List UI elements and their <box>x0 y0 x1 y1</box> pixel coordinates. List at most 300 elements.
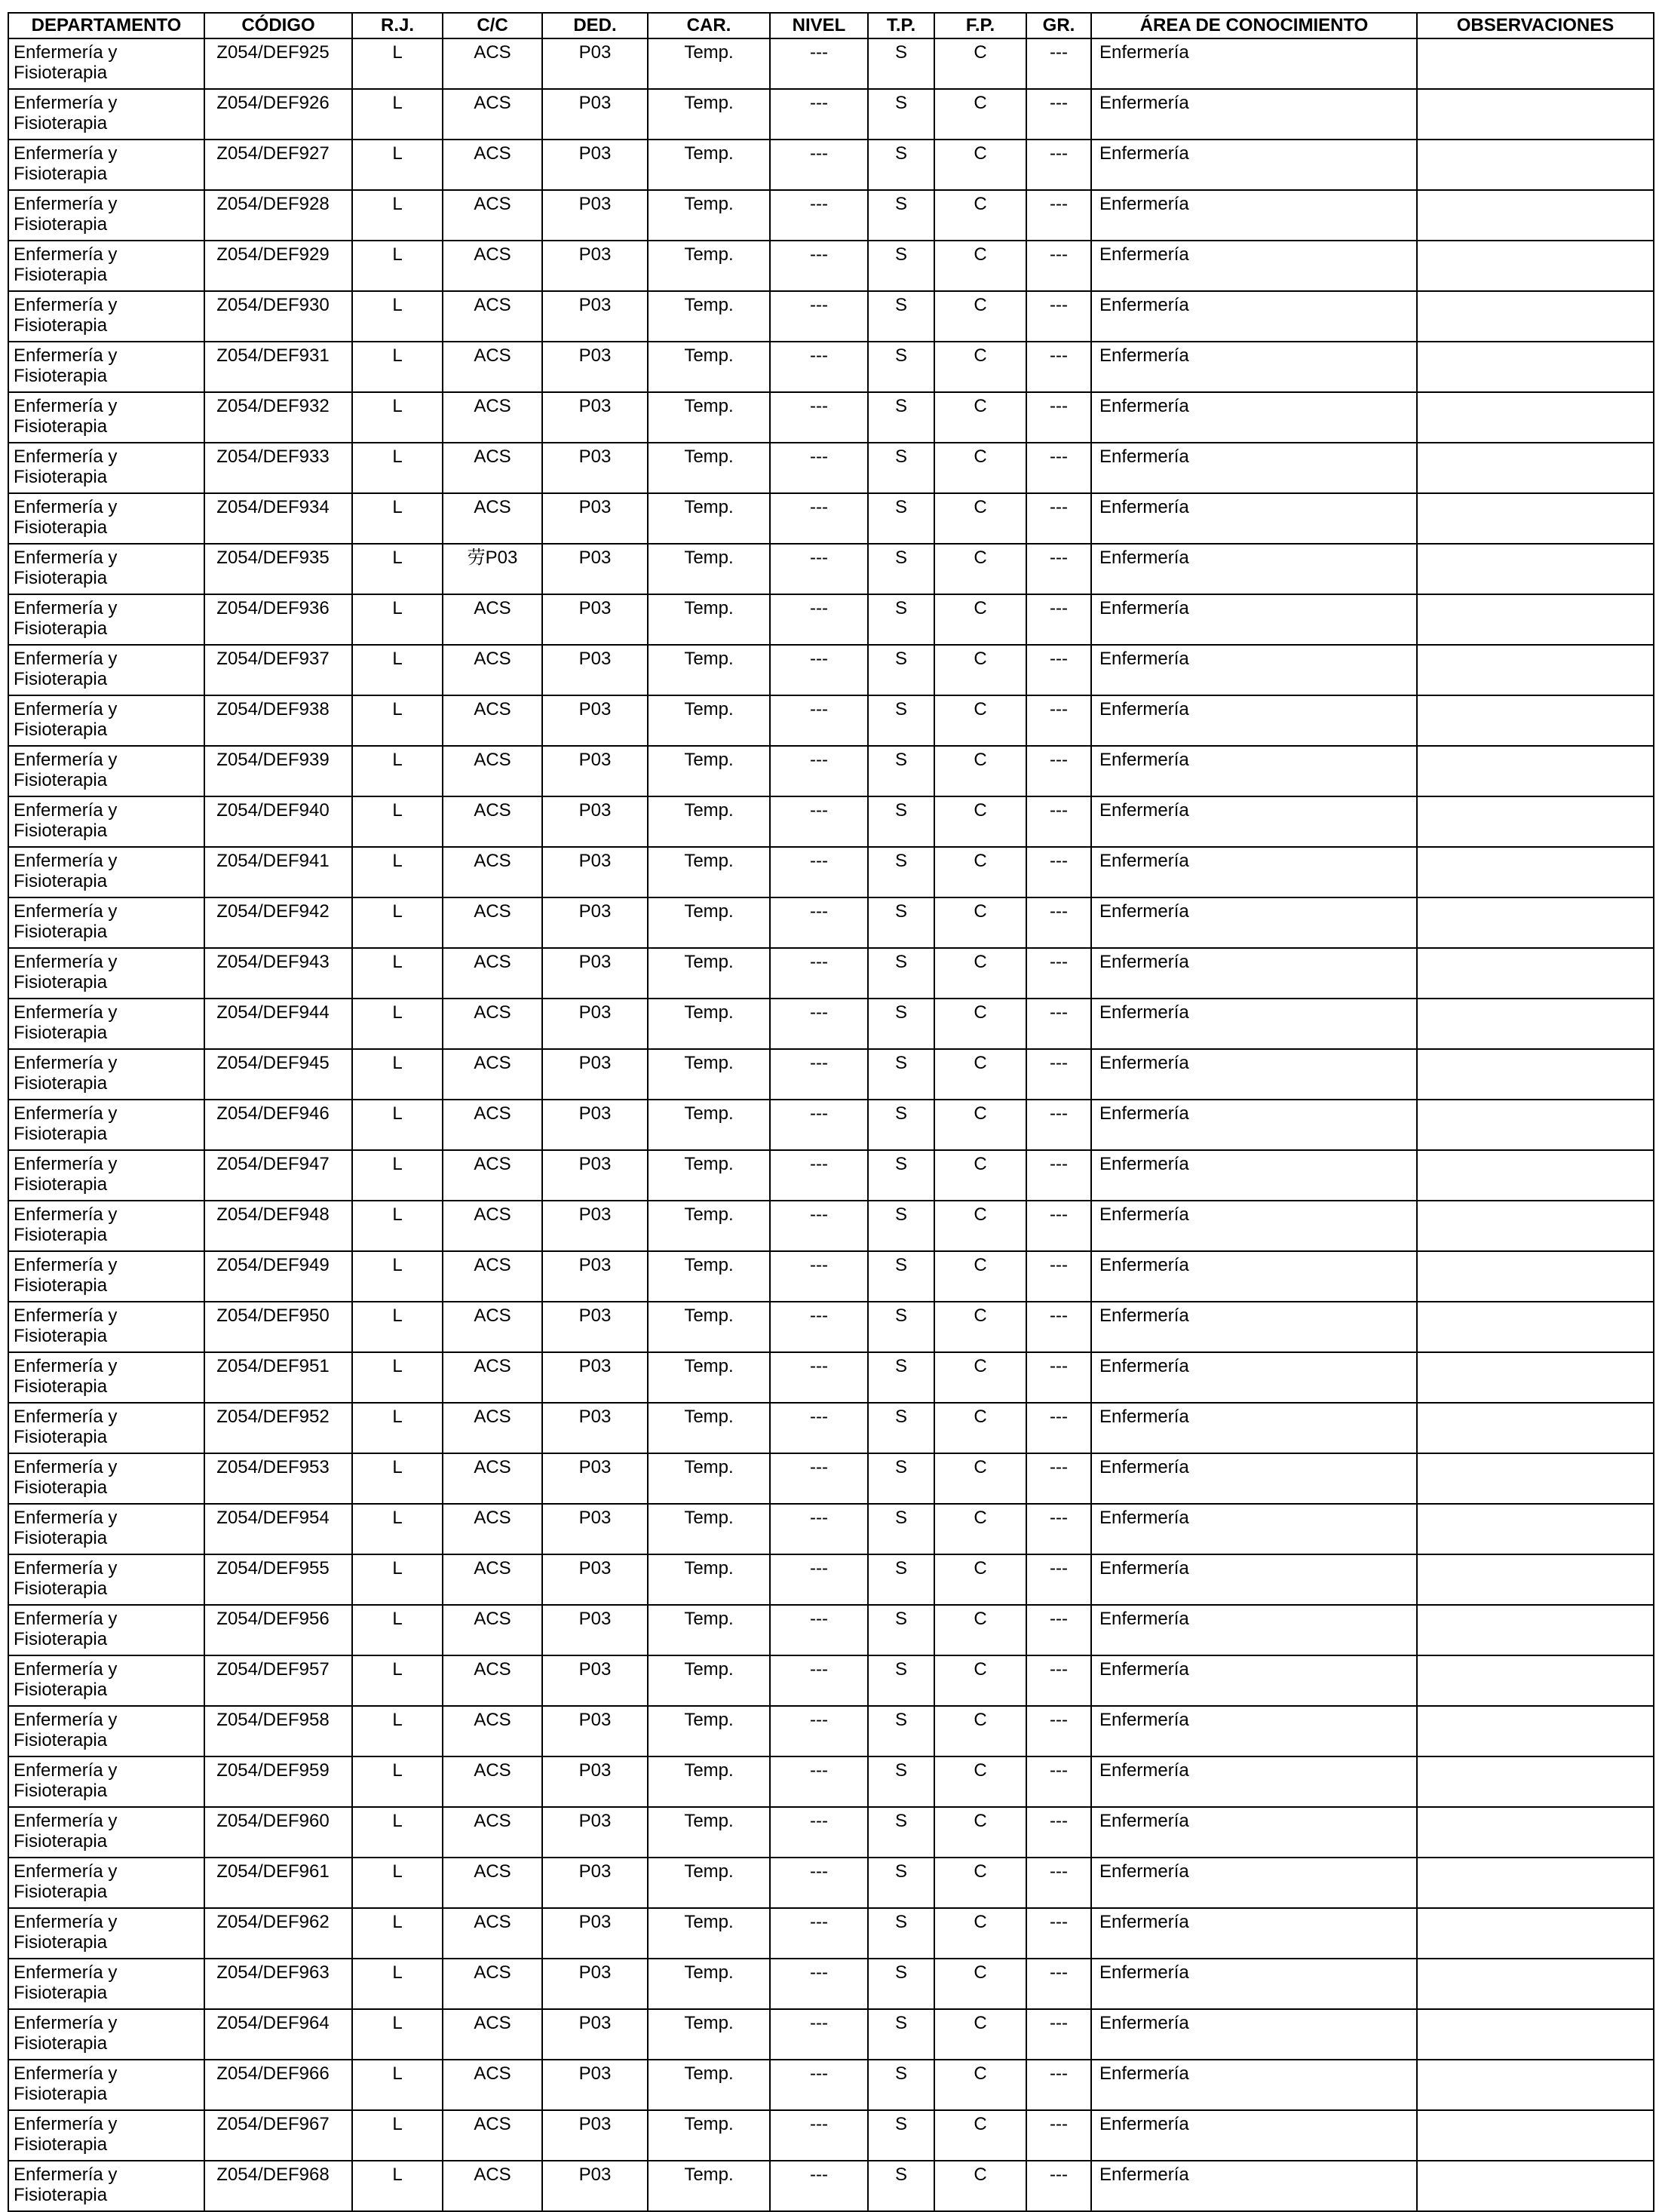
cell-cc: ACS <box>443 392 542 443</box>
departamento-line-1: Enfermería y <box>14 1861 118 1882</box>
cell-codigo: Z054/DEF944 <box>204 999 352 1049</box>
cell-nivel: --- <box>770 2060 868 2110</box>
cell-area: Enfermería <box>1091 897 1417 948</box>
cell-rj: L <box>352 241 443 291</box>
cell-area: Enfermería <box>1091 2110 1417 2161</box>
departamento-line-2: Fisioterapia <box>14 922 108 942</box>
cell-cc: ACS <box>443 291 542 342</box>
cell-area: Enfermería <box>1091 999 1417 1049</box>
cell-departamento <box>8 140 204 190</box>
cell-codigo: Z054/DEF961 <box>204 1858 352 1908</box>
cell-observaciones <box>1417 1504 1654 1554</box>
cell-nivel: --- <box>770 1706 868 1756</box>
cell-gr: --- <box>1026 594 1091 645</box>
cell-codigo: Z054/DEF946 <box>204 1100 352 1150</box>
departamento-line-2: Fisioterapia <box>14 366 108 386</box>
cell-ded: P03 <box>542 948 648 999</box>
cell-area: Enfermería <box>1091 1403 1417 1453</box>
departamento-line-2: Fisioterapia <box>14 568 108 588</box>
cell-tp: S <box>868 443 934 493</box>
cell-observaciones <box>1417 847 1654 897</box>
departamento-line-2: Fisioterapia <box>14 1124 108 1144</box>
cell-tp: S <box>868 999 934 1049</box>
cell-nivel: --- <box>770 1959 868 2009</box>
departamento-line-1: Enfermería y <box>14 42 118 63</box>
cell-gr: --- <box>1026 1605 1091 1655</box>
cell-nivel: --- <box>770 999 868 1049</box>
cell-gr: --- <box>1026 1201 1091 1251</box>
cell-gr: --- <box>1026 645 1091 695</box>
departamento-line-1: Enfermería y <box>14 699 118 719</box>
departamento-line-1: Enfermería y <box>14 1609 118 1629</box>
departamento-line-2: Fisioterapia <box>14 113 108 133</box>
cell-ded: P03 <box>542 746 648 796</box>
cell-departamento <box>8 241 204 291</box>
cell-nivel: --- <box>770 38 868 89</box>
cell-ded: P03 <box>542 897 648 948</box>
cell-fp: C <box>934 1858 1026 1908</box>
cell-rj: L <box>352 1150 443 1201</box>
cell-gr: --- <box>1026 38 1091 89</box>
cell-gr: --- <box>1026 443 1091 493</box>
cell-nivel: --- <box>770 1352 868 1403</box>
cell-ded: P03 <box>542 38 648 89</box>
cell-rj: L <box>352 38 443 89</box>
cell-tp: S <box>868 796 934 847</box>
cell-departamento <box>8 897 204 948</box>
cell-fp: C <box>934 1706 1026 1756</box>
cell-tp: S <box>868 1655 934 1706</box>
table-row <box>8 190 1654 241</box>
cell-area: Enfermería <box>1091 89 1417 140</box>
cell-fp: C <box>934 948 1026 999</box>
cell-departamento <box>8 1352 204 1403</box>
column-header-area: ÁREA DE CONOCIMIENTO <box>1091 13 1417 38</box>
cell-codigo: Z054/DEF931 <box>204 342 352 392</box>
cell-rj: L <box>352 1706 443 1756</box>
cell-codigo: Z054/DEF934 <box>204 493 352 544</box>
cell-codigo: Z054/DEF933 <box>204 443 352 493</box>
cell-observaciones <box>1417 1807 1654 1858</box>
cell-fp: C <box>934 1504 1026 1554</box>
cell-car: Temp. <box>648 241 770 291</box>
cell-tp: S <box>868 1352 934 1403</box>
cell-fp: C <box>934 999 1026 1049</box>
cell-gr: --- <box>1026 493 1091 544</box>
cell-car: Temp. <box>648 1352 770 1403</box>
cell-nivel: --- <box>770 1655 868 1706</box>
cell-rj: L <box>352 1403 443 1453</box>
cell-nivel: --- <box>770 847 868 897</box>
cell-nivel: --- <box>770 2161 868 2211</box>
cell-departamento <box>8 746 204 796</box>
departamento-line-1: Enfermería y <box>14 2013 118 2033</box>
cell-nivel: --- <box>770 1807 868 1858</box>
cell-ded: P03 <box>542 443 648 493</box>
table-row <box>8 89 1654 140</box>
cell-tp: S <box>868 1807 934 1858</box>
cell-area: Enfermería <box>1091 392 1417 443</box>
cell-cc: ACS <box>443 190 542 241</box>
cell-departamento <box>8 1605 204 1655</box>
cell-departamento <box>8 190 204 241</box>
cell-cc: ACS <box>443 1807 542 1858</box>
cell-car: Temp. <box>648 1453 770 1504</box>
cell-nivel: --- <box>770 1605 868 1655</box>
departamento-line-2: Fisioterapia <box>14 2084 108 2104</box>
departamento-line-2: Fisioterapia <box>14 315 108 336</box>
cell-ded: P03 <box>542 89 648 140</box>
table-row <box>8 2110 1654 2161</box>
cell-rj: L <box>352 645 443 695</box>
cell-fp: C <box>934 1756 1026 1807</box>
cell-rj: L <box>352 1756 443 1807</box>
cell-gr: --- <box>1026 1150 1091 1201</box>
cell-cc: ACS <box>443 38 542 89</box>
cell-codigo: Z054/DEF967 <box>204 2110 352 2161</box>
cell-observaciones <box>1417 948 1654 999</box>
cell-cc: ACS <box>443 2110 542 2161</box>
table-row <box>8 796 1654 847</box>
cell-fp: C <box>934 544 1026 594</box>
cell-rj: L <box>352 342 443 392</box>
cell-gr: --- <box>1026 291 1091 342</box>
cell-observaciones <box>1417 2110 1654 2161</box>
cell-codigo: Z054/DEF947 <box>204 1150 352 1201</box>
cell-area: Enfermería <box>1091 1150 1417 1201</box>
cell-car: Temp. <box>648 847 770 897</box>
cell-cc: ACS <box>443 1251 542 1302</box>
cell-observaciones <box>1417 645 1654 695</box>
cell-tp: S <box>868 140 934 190</box>
cell-rj: L <box>352 847 443 897</box>
cell-cc: ACS <box>443 1706 542 1756</box>
cell-cc: ACS <box>443 746 542 796</box>
departamento-line-1: Enfermería y <box>14 345 118 366</box>
cell-observaciones <box>1417 140 1654 190</box>
cell-nivel: --- <box>770 342 868 392</box>
departamento-line-2: Fisioterapia <box>14 467 108 487</box>
table-header-row <box>8 13 1654 38</box>
table-row <box>8 1807 1654 1858</box>
cell-cc: ACS <box>443 1655 542 1706</box>
cell-cc: ACS <box>443 948 542 999</box>
cell-nivel: --- <box>770 140 868 190</box>
departamento-line-2: Fisioterapia <box>14 2134 108 2155</box>
cell-observaciones <box>1417 1251 1654 1302</box>
cell-cc: ACS <box>443 1858 542 1908</box>
cell-area: Enfermería <box>1091 1807 1417 1858</box>
table-row <box>8 2161 1654 2211</box>
cell-departamento <box>8 847 204 897</box>
cell-cc: 劳P03 <box>443 544 542 594</box>
cell-codigo: Z054/DEF926 <box>204 89 352 140</box>
cell-gr: --- <box>1026 1858 1091 1908</box>
cell-fp: C <box>934 847 1026 897</box>
cell-nivel: --- <box>770 1251 868 1302</box>
departamento-line-2: Fisioterapia <box>14 669 108 689</box>
cell-rj: L <box>352 190 443 241</box>
departamento-line-2: Fisioterapia <box>14 1174 108 1195</box>
column-header-tp: T.P. <box>868 13 934 38</box>
cell-area: Enfermería <box>1091 1858 1417 1908</box>
cell-tp: S <box>868 291 934 342</box>
cell-gr: --- <box>1026 746 1091 796</box>
cell-cc: ACS <box>443 1150 542 1201</box>
departamento-line-2: Fisioterapia <box>14 265 108 285</box>
cell-rj: L <box>352 1858 443 1908</box>
cell-ded: P03 <box>542 392 648 443</box>
departamento-line-2: Fisioterapia <box>14 1477 108 1498</box>
cell-rj: L <box>352 796 443 847</box>
cell-cc: ACS <box>443 2009 542 2060</box>
departamento-line-1: Enfermería y <box>14 1508 118 1528</box>
cell-gr: --- <box>1026 1807 1091 1858</box>
cell-codigo: Z054/DEF963 <box>204 1959 352 2009</box>
cell-nivel: --- <box>770 897 868 948</box>
cell-area: Enfermería <box>1091 746 1417 796</box>
cell-area: Enfermería <box>1091 1655 1417 1706</box>
cell-ded: P03 <box>542 594 648 645</box>
departamento-line-2: Fisioterapia <box>14 871 108 891</box>
cell-tp: S <box>868 1049 934 1100</box>
cell-gr: --- <box>1026 1302 1091 1352</box>
cell-observaciones <box>1417 594 1654 645</box>
cell-codigo: Z054/DEF957 <box>204 1655 352 1706</box>
table-row <box>8 544 1654 594</box>
table-row <box>8 1605 1654 1655</box>
cell-gr: --- <box>1026 1554 1091 1605</box>
cell-fp: C <box>934 241 1026 291</box>
departamento-line-1: Enfermería y <box>14 800 118 821</box>
cell-car: Temp. <box>648 190 770 241</box>
departamento-line-2: Fisioterapia <box>14 1882 108 1902</box>
departamento-line-2: Fisioterapia <box>14 517 108 538</box>
cell-observaciones <box>1417 190 1654 241</box>
cell-gr: --- <box>1026 796 1091 847</box>
cell-cc: ACS <box>443 847 542 897</box>
cell-gr: --- <box>1026 342 1091 392</box>
cell-rj: L <box>352 746 443 796</box>
departamento-line-2: Fisioterapia <box>14 2033 108 2054</box>
departamento-line-1: Enfermería y <box>14 1103 118 1124</box>
cell-cc: ACS <box>443 645 542 695</box>
cell-departamento <box>8 999 204 1049</box>
column-header-fp: F.P. <box>934 13 1026 38</box>
cell-cc: ACS <box>443 1049 542 1100</box>
cell-gr: --- <box>1026 2009 1091 2060</box>
cell-car: Temp. <box>648 1403 770 1453</box>
cell-nivel: --- <box>770 493 868 544</box>
cell-rj: L <box>352 1302 443 1352</box>
cell-gr: --- <box>1026 2060 1091 2110</box>
cell-car: Temp. <box>648 1908 770 1959</box>
cell-observaciones <box>1417 796 1654 847</box>
cell-observaciones <box>1417 746 1654 796</box>
cell-departamento <box>8 1655 204 1706</box>
departamento-line-2: Fisioterapia <box>14 1225 108 1245</box>
cell-observaciones <box>1417 2161 1654 2211</box>
cell-car: Temp. <box>648 38 770 89</box>
table-row <box>8 1302 1654 1352</box>
positions-table <box>8 12 1654 2212</box>
cell-departamento <box>8 1504 204 1554</box>
departamento-line-1: Enfermería y <box>14 1558 118 1578</box>
cell-cc: ACS <box>443 2060 542 2110</box>
cell-gr: --- <box>1026 2161 1091 2211</box>
departamento-line-2: Fisioterapia <box>14 1376 108 1397</box>
cell-observaciones <box>1417 1908 1654 1959</box>
cell-car: Temp. <box>648 1504 770 1554</box>
cell-nivel: --- <box>770 1858 868 1908</box>
cell-ded: P03 <box>542 291 648 342</box>
cell-ded: P03 <box>542 796 648 847</box>
cell-codigo: Z054/DEF953 <box>204 1453 352 1504</box>
cell-fp: C <box>934 2161 1026 2211</box>
cell-ded: P03 <box>542 645 648 695</box>
cell-rj: L <box>352 2060 443 2110</box>
cell-rj: L <box>352 544 443 594</box>
cell-fp: C <box>934 645 1026 695</box>
table-row <box>8 897 1654 948</box>
departamento-line-2: Fisioterapia <box>14 1781 108 1801</box>
cell-cc: ACS <box>443 89 542 140</box>
departamento-line-1: Enfermería y <box>14 396 118 416</box>
column-header-cc: C/C <box>443 13 542 38</box>
cell-tp: S <box>868 695 934 746</box>
cell-car: Temp. <box>648 1201 770 1251</box>
cell-codigo: Z054/DEF945 <box>204 1049 352 1100</box>
cell-cc: ACS <box>443 1959 542 2009</box>
cell-area: Enfermería <box>1091 1959 1417 2009</box>
cell-rj: L <box>352 999 443 1049</box>
cell-rj: L <box>352 2009 443 2060</box>
cell-ded: P03 <box>542 1201 648 1251</box>
cell-rj: L <box>352 1100 443 1150</box>
cell-tp: S <box>868 594 934 645</box>
cell-codigo: Z054/DEF948 <box>204 1201 352 1251</box>
cell-tp: S <box>868 342 934 392</box>
cell-departamento <box>8 948 204 999</box>
departamento-line-1: Enfermería y <box>14 952 118 972</box>
cell-tp: S <box>868 1504 934 1554</box>
cell-nivel: --- <box>770 443 868 493</box>
departamento-line-1: Enfermería y <box>14 1912 118 1932</box>
departamento-line-1: Enfermería y <box>14 1457 118 1477</box>
cell-gr: --- <box>1026 140 1091 190</box>
departamento-line-1: Enfermería y <box>14 1407 118 1427</box>
cell-car: Temp. <box>648 140 770 190</box>
cell-fp: C <box>934 1150 1026 1201</box>
departamento-line-2: Fisioterapia <box>14 1680 108 1700</box>
cell-car: Temp. <box>648 796 770 847</box>
cell-rj: L <box>352 1049 443 1100</box>
cell-fp: C <box>934 1959 1026 2009</box>
cell-car: Temp. <box>648 1706 770 1756</box>
cell-rj: L <box>352 140 443 190</box>
departamento-line-1: Enfermería y <box>14 1204 118 1225</box>
cell-codigo: Z054/DEF964 <box>204 2009 352 2060</box>
cell-ded: P03 <box>542 999 648 1049</box>
cell-observaciones <box>1417 443 1654 493</box>
cell-fp: C <box>934 796 1026 847</box>
departamento-line-2: Fisioterapia <box>14 972 108 992</box>
departamento-line-2: Fisioterapia <box>14 1528 108 1548</box>
cell-tp: S <box>868 241 934 291</box>
cell-fp: C <box>934 1251 1026 1302</box>
cell-ded: P03 <box>542 1504 648 1554</box>
column-header-nivel: NIVEL <box>770 13 868 38</box>
cell-codigo: Z054/DEF951 <box>204 1352 352 1403</box>
departamento-line-2: Fisioterapia <box>14 821 108 841</box>
cell-rj: L <box>352 291 443 342</box>
cell-car: Temp. <box>648 2060 770 2110</box>
table-row <box>8 241 1654 291</box>
cell-tp: S <box>868 1756 934 1807</box>
cell-cc: ACS <box>443 140 542 190</box>
cell-nivel: --- <box>770 241 868 291</box>
table-row <box>8 38 1654 89</box>
column-header-observaciones: OBSERVACIONES <box>1417 13 1654 38</box>
cell-tp: S <box>868 392 934 443</box>
cell-departamento <box>8 1554 204 1605</box>
cell-ded: P03 <box>542 1251 648 1302</box>
cell-area: Enfermería <box>1091 645 1417 695</box>
cell-area: Enfermería <box>1091 190 1417 241</box>
cell-area: Enfermería <box>1091 1504 1417 1554</box>
cell-tp: S <box>868 1959 934 2009</box>
departamento-line-1: Enfermería y <box>14 598 118 618</box>
cell-codigo: Z054/DEF925 <box>204 38 352 89</box>
cell-ded: P03 <box>542 544 648 594</box>
column-header-rj: R.J. <box>352 13 443 38</box>
table-row <box>8 1756 1654 1807</box>
cell-nivel: --- <box>770 1756 868 1807</box>
cell-observaciones <box>1417 1858 1654 1908</box>
cell-cc: ACS <box>443 695 542 746</box>
cell-nivel: --- <box>770 695 868 746</box>
cell-car: Temp. <box>648 1655 770 1706</box>
cell-gr: --- <box>1026 847 1091 897</box>
cell-fp: C <box>934 2009 1026 2060</box>
cell-codigo: Z054/DEF936 <box>204 594 352 645</box>
cell-codigo: Z054/DEF954 <box>204 1504 352 1554</box>
cell-cc: ACS <box>443 1554 542 1605</box>
cell-nivel: --- <box>770 746 868 796</box>
cell-tp: S <box>868 1302 934 1352</box>
column-header-codigo: CÓDIGO <box>204 13 352 38</box>
column-header-ded: DED. <box>542 13 648 38</box>
cell-codigo: Z054/DEF940 <box>204 796 352 847</box>
cell-ded: P03 <box>542 1858 648 1908</box>
cell-car: Temp. <box>648 2161 770 2211</box>
cell-fp: C <box>934 1100 1026 1150</box>
cell-car: Temp. <box>648 1302 770 1352</box>
cell-nivel: --- <box>770 1504 868 1554</box>
cell-ded: P03 <box>542 1453 648 1504</box>
cell-tp: S <box>868 847 934 897</box>
cell-area: Enfermería <box>1091 1201 1417 1251</box>
cell-departamento <box>8 1403 204 1453</box>
cell-ded: P03 <box>542 1908 648 1959</box>
cell-fp: C <box>934 1453 1026 1504</box>
cell-fp: C <box>934 1554 1026 1605</box>
departamento-line-1: Enfermería y <box>14 446 118 467</box>
cell-observaciones <box>1417 897 1654 948</box>
cell-area: Enfermería <box>1091 1100 1417 1150</box>
cell-departamento <box>8 594 204 645</box>
table-row <box>8 999 1654 1049</box>
